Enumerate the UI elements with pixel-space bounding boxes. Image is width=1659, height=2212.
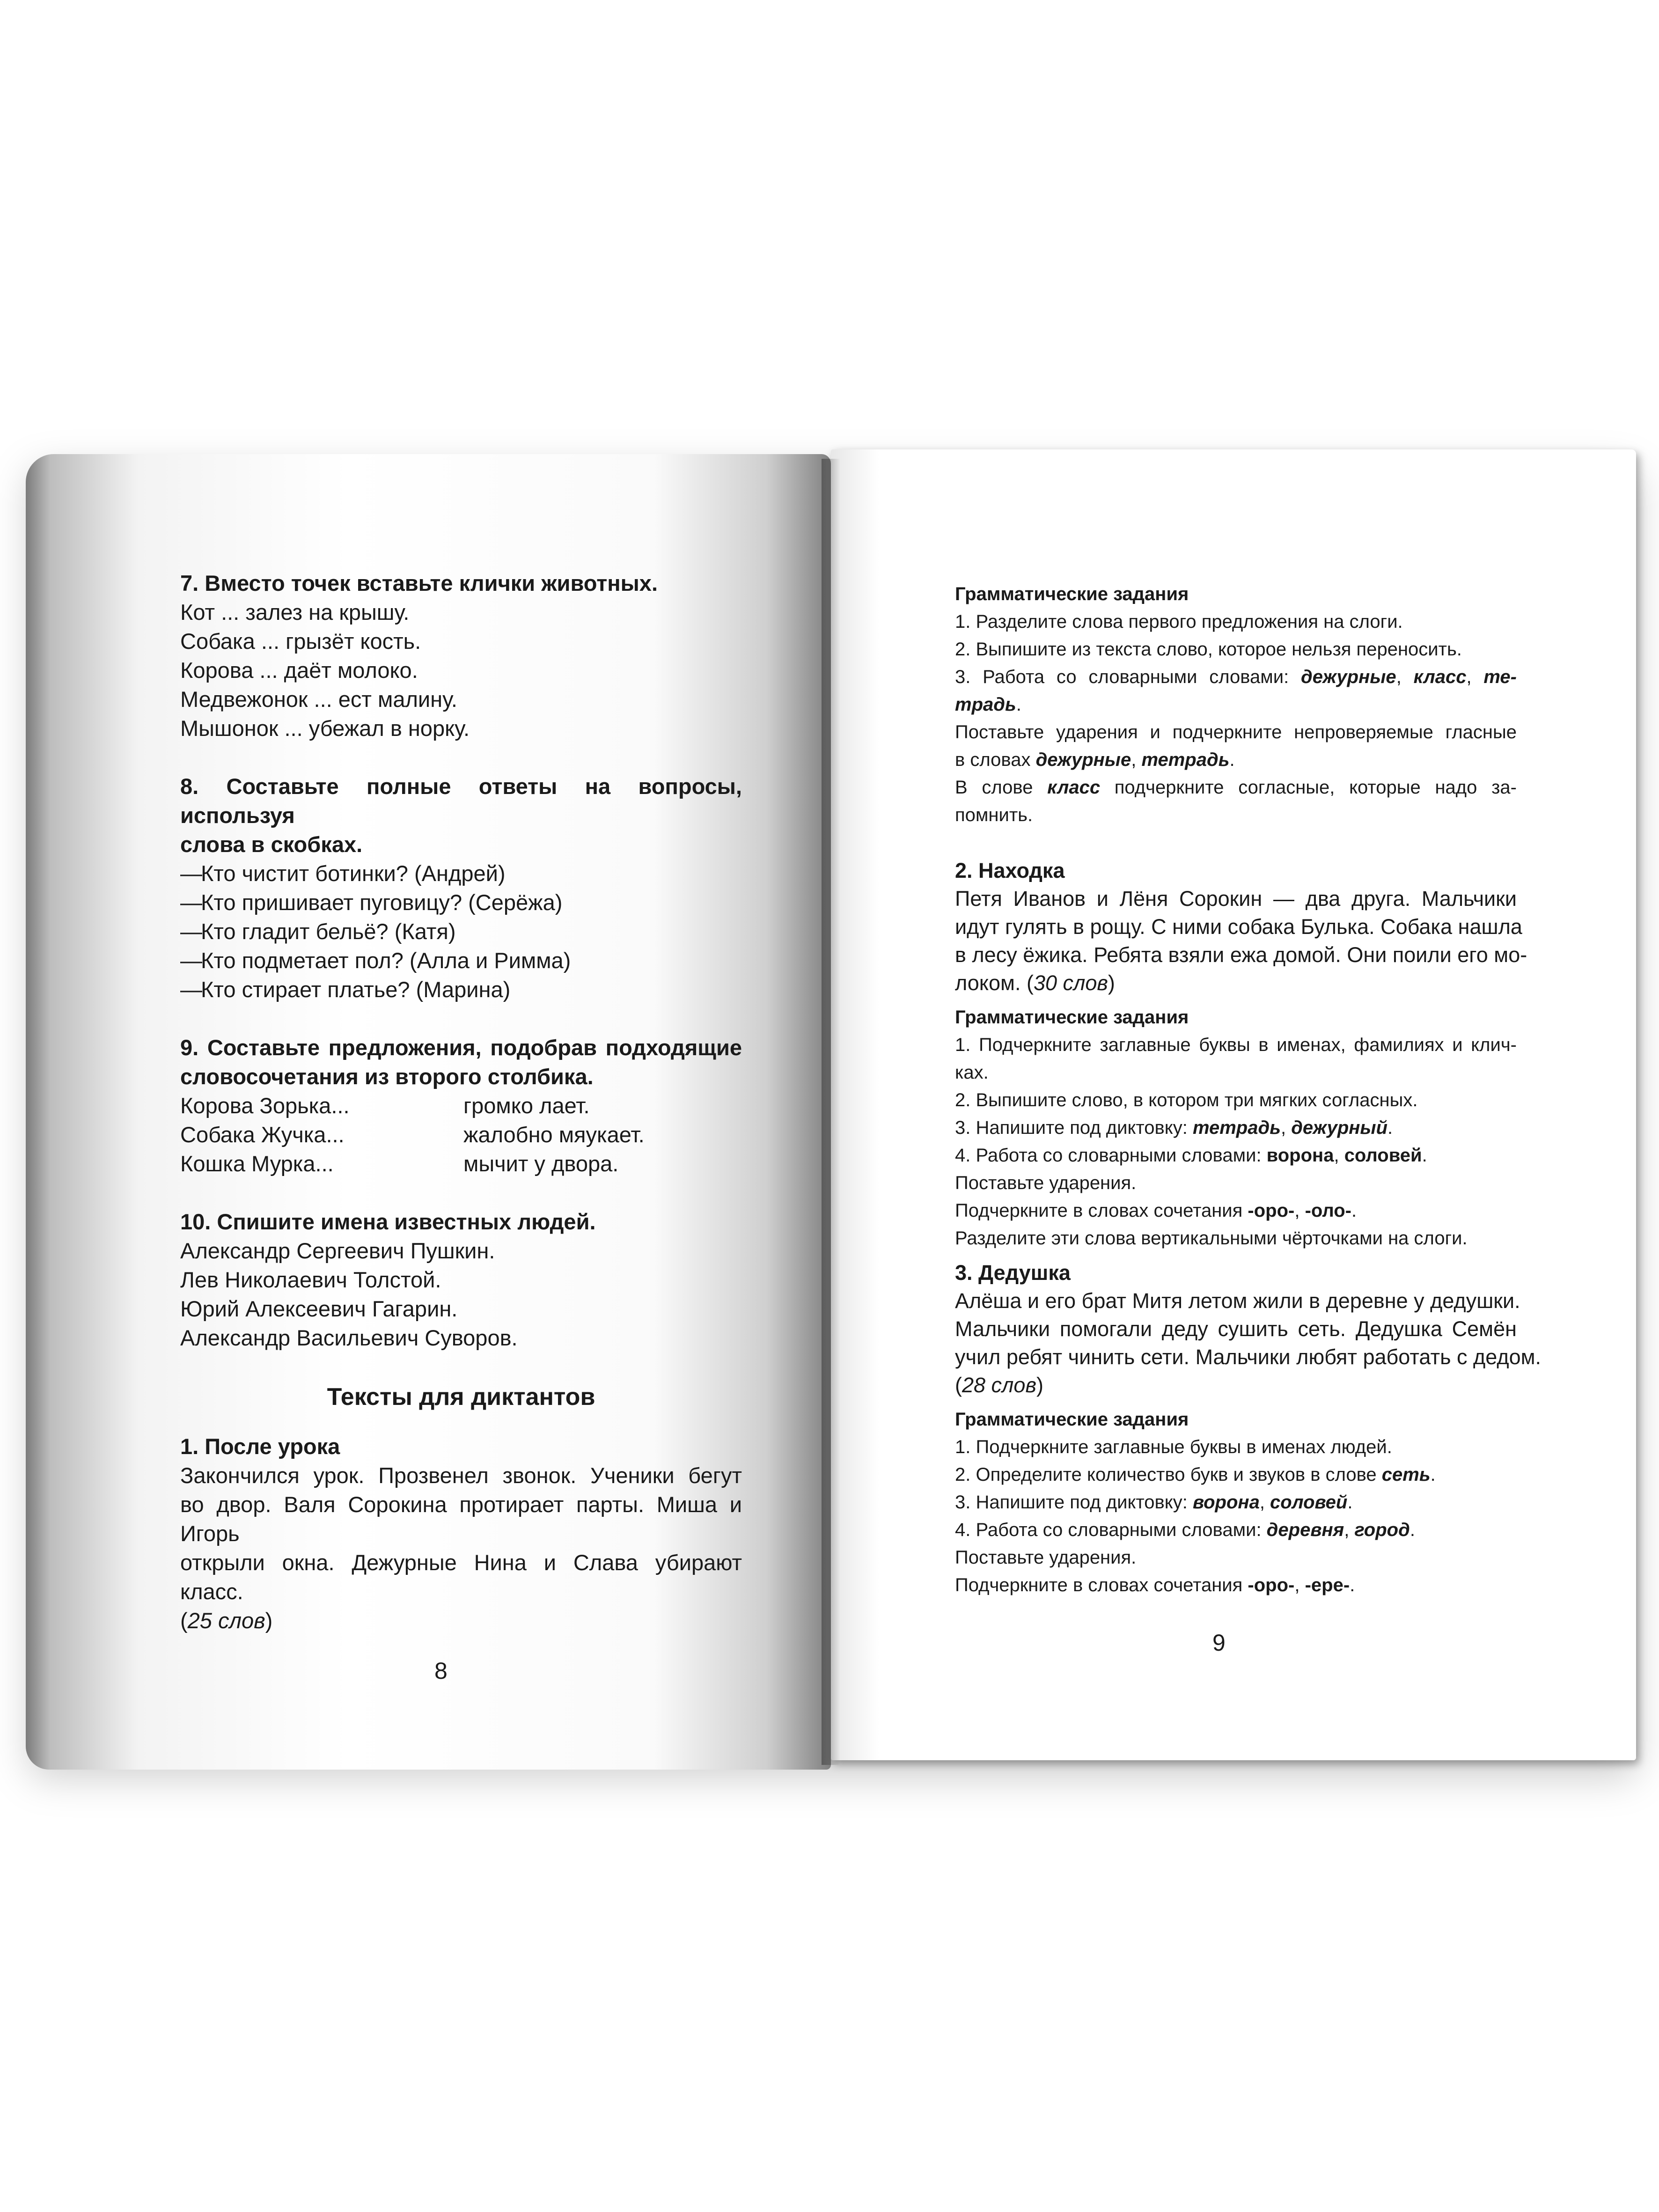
task-9 bbox=[180, 1033, 742, 1178]
note-line: Подчеркните в словах сочетания -оро-, -оло-. bbox=[955, 1200, 1357, 1221]
dictation-title: 2. Находка bbox=[955, 859, 1065, 882]
dash: — bbox=[180, 861, 202, 886]
task-heading: 7. Вместо точек вставьте клички животных. bbox=[180, 571, 658, 595]
right-page-content bbox=[955, 581, 1542, 1599]
task-heading: 10. Спишите имена известных людей. bbox=[180, 1209, 596, 1234]
list-item: 1. Разделите слова первого предложения на слоги. bbox=[955, 611, 1403, 632]
dictation-1 bbox=[180, 1432, 742, 1635]
task-heading: 9. Составьте предложения, подобрав подходящие bbox=[180, 1035, 742, 1060]
list-item: —Кто стирает платье? (Марина) bbox=[180, 975, 742, 1004]
grammar-heading: Грамматические задания bbox=[955, 584, 1189, 604]
list-item: —Кто пришивает пуговицу? (Серёжа) bbox=[180, 888, 742, 917]
list-item: —Кто подметает пол? (Алла и Римма) bbox=[180, 946, 742, 975]
note-line: в словах дежурные, тетрадь. bbox=[955, 750, 1235, 770]
task-heading: словосочетания из второго столбика. bbox=[180, 1064, 594, 1089]
table-row: Собака Жучка... жалобно мяукает. bbox=[180, 1122, 645, 1147]
dictation-title: 1. После урока bbox=[180, 1434, 340, 1459]
list-item: 3. Напишите под диктовку: ворона, соловей. bbox=[955, 1492, 1353, 1513]
grammar-heading: Грамматические задания bbox=[955, 1007, 1189, 1028]
list-item: 2. Выпишите слово, в котором три мягких согласных. bbox=[955, 1090, 1418, 1110]
dictation-title: 3. Дедушка bbox=[955, 1261, 1071, 1285]
grammar-tasks-2 bbox=[955, 1004, 1517, 1252]
page-number: 8 bbox=[434, 1658, 448, 1684]
grammar-tasks-1 bbox=[955, 581, 1517, 829]
list-item: 1. Подчеркните заглавные буквы в именах людей. bbox=[955, 1437, 1392, 1457]
task-line: Собака ... грызёт кость. bbox=[180, 629, 421, 654]
task-line: Юрий Алексеевич Гагарин. bbox=[180, 1296, 458, 1321]
task-line: Корова ... даёт молоко. bbox=[180, 658, 418, 683]
task-8 bbox=[180, 772, 742, 1004]
list-item: 2. Выпишите из текста слово, которое нельзя переносить. bbox=[955, 639, 1462, 660]
note-line: Разделите эти слова вертикальными чёрточками на слоги. bbox=[955, 1228, 1468, 1249]
list-item: 3. Напишите под диктовку: тетрадь, дежурный. bbox=[955, 1117, 1393, 1138]
note-line: Поставьте ударения и подчеркните непроверяемые гласные bbox=[955, 722, 1517, 742]
dictation-line: Мальчики помогали деду сушить сеть. Дедушка Семён bbox=[955, 1317, 1517, 1341]
table-row: Кошка Мурка... мычит у двора. bbox=[180, 1151, 619, 1176]
task-line: Кот ... залез на крышу. bbox=[180, 600, 410, 625]
task-10 bbox=[180, 1207, 742, 1352]
note-line: Поставьте ударения. bbox=[955, 1547, 1137, 1568]
task-7 bbox=[180, 569, 742, 743]
note-line: Подчеркните в словах сочетания -оро-, -ере-. bbox=[955, 1575, 1355, 1595]
dash: — bbox=[180, 919, 202, 944]
list-item: 2. Определите количество букв и звуков в слове сеть. bbox=[955, 1464, 1436, 1485]
list-item: 4. Работа со словарными словами: ворона, соловей. bbox=[955, 1145, 1427, 1166]
task-line: Александр Васильевич Суворов. bbox=[180, 1325, 518, 1350]
table-row: Корова Зорька... громко лает. bbox=[180, 1093, 590, 1118]
note-line: В слове класс подчеркните согласные, которые надо за- bbox=[955, 777, 1517, 798]
task-line: Мышонок ... убежал в норку. bbox=[180, 716, 470, 741]
list-item: —Кто гладит бельё? (Катя) bbox=[180, 917, 742, 946]
task-heading: 8. Составьте полные ответы на вопросы, используя bbox=[180, 774, 742, 828]
dictation-line: в лесу ёжика. Ребята взяли ежа домой. Они поили его мо- bbox=[955, 943, 1527, 967]
word-count: (28 слов) bbox=[955, 1373, 1043, 1397]
grammar-heading: Грамматические задания bbox=[955, 1409, 1189, 1430]
dictation-2 bbox=[955, 857, 1527, 997]
section-title: Тексты для диктантов bbox=[327, 1383, 595, 1411]
list-item: 4. Работа со словарными словами: деревня, город. bbox=[955, 1520, 1415, 1540]
word-count: (25 слов) bbox=[180, 1608, 273, 1633]
list-item: ках. bbox=[955, 1062, 989, 1083]
note-line: Поставьте ударения. bbox=[955, 1173, 1137, 1193]
dictation-line: идут гулять в рощу. С ними собака Булька. Собака нашла bbox=[955, 915, 1522, 939]
dictation-line: локом. (30 слов) bbox=[955, 971, 1115, 995]
dash: — bbox=[180, 977, 202, 1002]
gutter-shadow bbox=[822, 459, 840, 1765]
note-line: помнить. bbox=[955, 805, 1033, 825]
dash: — bbox=[180, 948, 202, 973]
page-number: 9 bbox=[1212, 1630, 1226, 1656]
task-line: Александр Сергеевич Пушкин. bbox=[180, 1238, 495, 1263]
list-item: —Кто чистит ботинки? (Андрей) bbox=[180, 859, 742, 888]
list-item: 1. Подчеркните заглавные буквы в именах, фамилиях и клич- bbox=[955, 1035, 1517, 1055]
dictation-line: учил ребят чинить сети. Мальчики любят работать с дедом. bbox=[955, 1345, 1542, 1369]
dictation-line: Алёша и его брат Митя летом жили в деревне у дедушки. bbox=[955, 1289, 1520, 1313]
task-line: Медвежонок ... ест малину. bbox=[180, 687, 457, 712]
task-heading: слова в скобках. bbox=[180, 832, 363, 857]
list-item: традь. bbox=[955, 694, 1021, 715]
dash: — bbox=[180, 890, 202, 915]
dictation-line: Петя Иванов и Лёня Сорокин — два друга. Мальчики bbox=[955, 887, 1517, 911]
task-line: Лев Николаевич Толстой. bbox=[180, 1267, 441, 1292]
dictation-line: во двор. Валя Сорокина протирает парты. Миша и Игорь bbox=[180, 1492, 742, 1546]
left-page-content bbox=[180, 569, 742, 1635]
dictation-3 bbox=[955, 1259, 1542, 1399]
dictation-line: открыли окна. Дежурные Нина и Слава убирают класс. bbox=[180, 1550, 742, 1604]
dictation-line: Закончился урок. Прозвенел звонок. Ученики бегут bbox=[180, 1463, 742, 1488]
list-item: 3. Работа со словарными словами: дежурные, класс, те- bbox=[955, 667, 1517, 687]
grammar-tasks-3 bbox=[955, 1406, 1517, 1599]
